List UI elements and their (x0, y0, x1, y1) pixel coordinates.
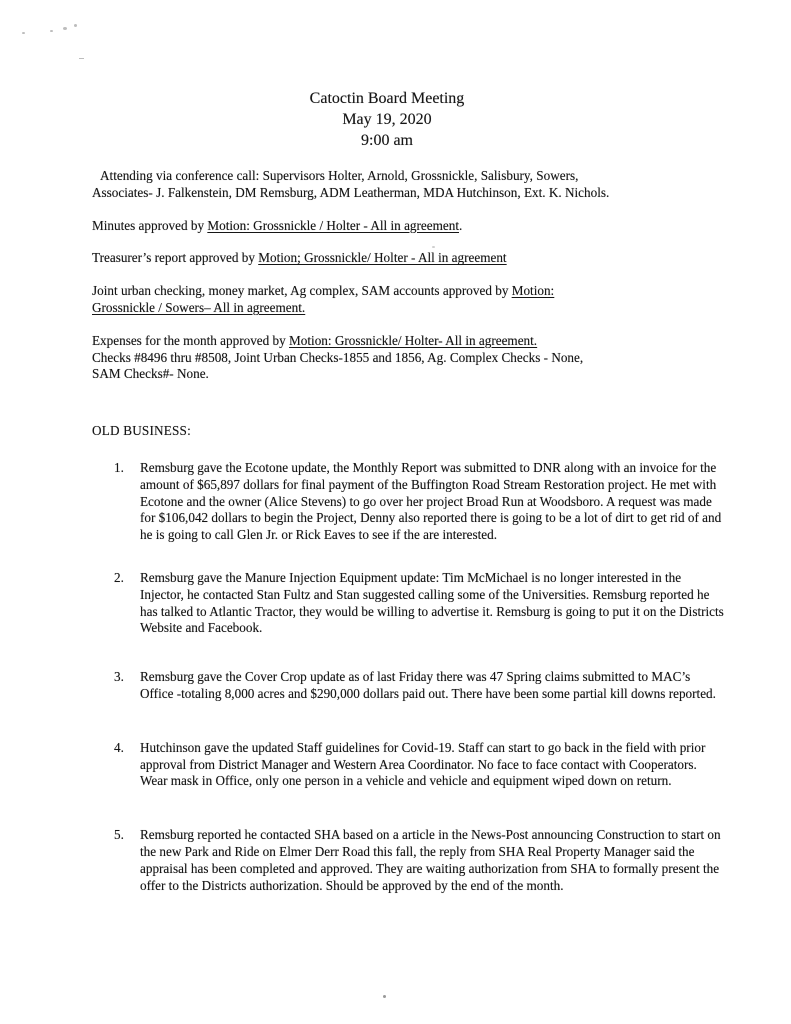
scan-speck (383, 995, 386, 998)
item-number: 2. (114, 569, 124, 585)
scan-speck (79, 58, 84, 59)
approval-prefix: Joint urban checking, money market, Ag complex, SAM accounts approved by (92, 283, 512, 299)
scan-speck (432, 246, 435, 248)
list-item (114, 669, 725, 703)
approval-motion: Motion: Grossnickle/ Holter- All in agreement. (289, 332, 538, 348)
item-text: Remsburg gave the Manure Injection Equipment update: Tim McMichael is no longer interested in the Injector, he contacted Stan Fultz and Stan suggested calling some of the Universities. Remsburg reported he has talked to Atlantic Tractor, they would be willing to advertise it. Remsburg is going to put it on the Districts Website and Facebook. (140, 569, 724, 636)
scan-speck (63, 27, 67, 30)
approval-motion: Grossnickle / Sowers– All in agreement. (92, 299, 306, 315)
list-item (114, 827, 725, 894)
document-header (92, 88, 682, 151)
approval-motion: Motion: Grossnickle / Holter - All in agreement (207, 217, 459, 233)
item-text: Hutchinson gave the updated Staff guidelines for Covid-19. Staff can start to go back in the field with prior approval from District Manager and Western Area Coordinator. No face to face contact with Cooperators. Wear mask in Office, only one person in a vehicle and vehicle and equipment wiped down on return. (140, 739, 706, 789)
approval-prefix: Treasurer’s report approved by (92, 250, 259, 266)
list-item (114, 740, 725, 790)
approval-motion: Motion: (511, 283, 555, 299)
approval-minutes (92, 218, 725, 235)
expenses-checks-line: SAM Checks#- None. (92, 366, 209, 382)
approval-treasurer (92, 250, 725, 267)
meeting-date: May 19, 2020 (342, 111, 432, 128)
approval-expenses-line1 (92, 333, 725, 350)
approval-accounts-line2 (92, 300, 725, 317)
approval-accounts-line1 (92, 283, 725, 300)
attendance-paragraph (92, 168, 725, 202)
approval-expenses (92, 333, 725, 383)
item-text: Remsburg gave the Cover Crop update as of last Friday there was 47 Spring claims submitted to MAC’s Office -totaling 8,000 acres and $290,000 dollars paid out. There have been some partial kill downs reported. (140, 669, 716, 701)
item-number: 3. (114, 669, 124, 685)
scan-speck (22, 32, 25, 34)
approval-suffix: . (459, 217, 463, 233)
item-number: 1. (114, 459, 124, 475)
item-text: Remsburg gave the Ecotone update, the Monthly Report was submitted to DNR along with an invoice for the amount of $65,897 dollars for final payment of the Buffington Road Stream Restoration project. He met with Ecotone and the owner (Alice Stevens) to go over her project Broad Run at Woodsboro. A request was made for $106,042 dollars to begin the Project, Denny also reported there is going to be a lot of dirt to get rid of and he is going to call Glen Jr. or Rick Eaves to see if the are interested. (140, 459, 722, 543)
old-business-heading: OLD BUSINESS: (92, 423, 191, 439)
meeting-title: Catoctin Board Meeting (309, 90, 465, 107)
old-business-list (92, 460, 725, 894)
expenses-checks-line: Checks #8496 thru #8508, Joint Urban Checks-1855 and 1856, Ag. Complex Checks - None, (92, 349, 584, 365)
scan-speck (50, 30, 53, 32)
item-number: 5. (114, 827, 124, 843)
approval-prefix: Expenses for the month approved by (92, 332, 290, 348)
approval-accounts (92, 283, 725, 317)
attendance-line: Attending via conference call: Supervisors Holter, Arnold, Grossnickle, Salisbury, Sowers, (100, 168, 579, 183)
attendance-line: Associates- J. Falkenstein, DM Remsburg, ADM Leatherman, MDA Hutchinson, Ext. K. Nichols. (92, 184, 610, 200)
item-number: 4. (114, 739, 124, 755)
meeting-time: 9:00 am (361, 132, 413, 149)
scan-speck (74, 24, 77, 27)
list-item (114, 570, 725, 637)
item-text: Remsburg reported he contacted SHA based on a article in the News-Post announcing Construction to start on the new Park and Ride on Elmer Derr Road this fall, the reply from SHA Real Property Manager said the appraisal has been completed and approved. They are waiting authorization from SHA to formally present the offer to the Districts authorization. Should be approved by the end of the month. (140, 827, 721, 893)
approval-motion: Motion; Grossnickle/ Holter - All in agreement (258, 250, 507, 266)
list-item (114, 460, 725, 544)
approval-prefix: Minutes approved by (92, 217, 208, 233)
